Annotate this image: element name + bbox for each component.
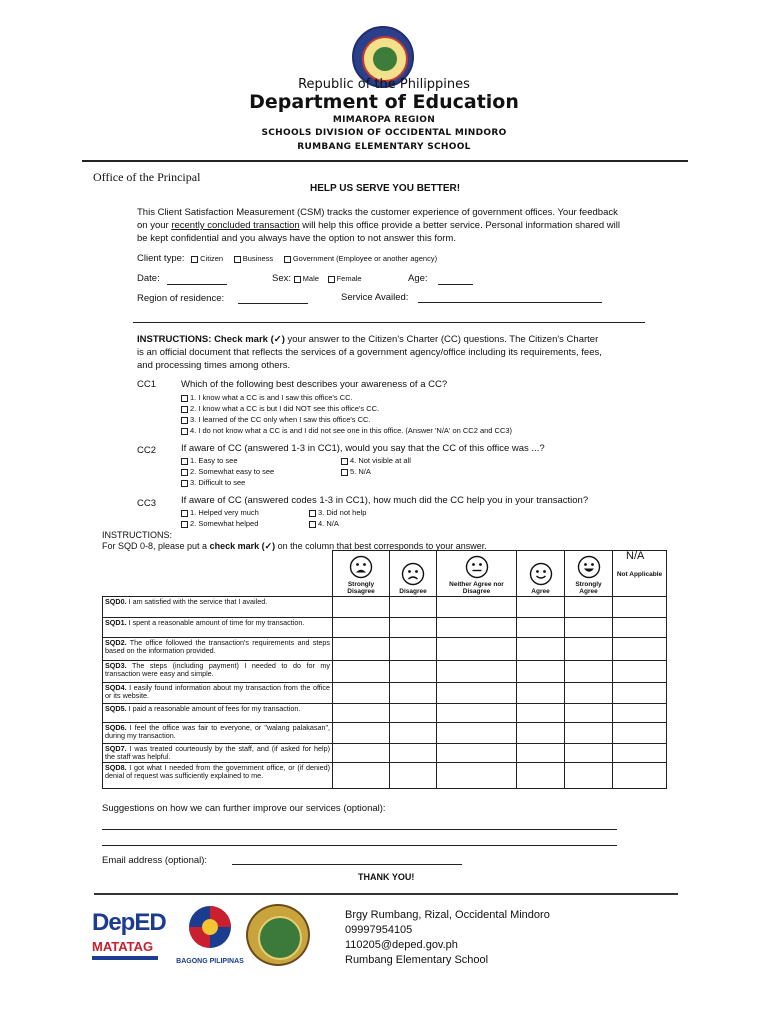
na-header: N/A bbox=[626, 550, 645, 562]
thank-you: THANK YOU! bbox=[358, 872, 415, 882]
sqd-question bbox=[103, 661, 333, 683]
cc3-question: If aware of CC (answered codes 1-3 in CC1), how much did the CC help you in your transaction? bbox=[181, 495, 589, 506]
sqd-answer-cell[interactable] bbox=[613, 763, 667, 789]
service-field[interactable] bbox=[418, 302, 602, 303]
sqd-answer-cell[interactable] bbox=[565, 763, 613, 789]
sqd-answer-cell[interactable] bbox=[517, 661, 565, 683]
checkbox-cc1-4[interactable] bbox=[181, 428, 188, 435]
checkbox-male[interactable] bbox=[294, 276, 301, 283]
age-field[interactable] bbox=[438, 284, 473, 285]
sqd-answer-cell[interactable] bbox=[565, 638, 613, 661]
sqd-answer-cell[interactable] bbox=[390, 763, 437, 789]
sqd-answer-cell[interactable] bbox=[565, 618, 613, 638]
sqd-row bbox=[103, 744, 667, 763]
department-heading: Department of Education bbox=[249, 91, 519, 113]
sqd-answer-cell[interactable] bbox=[613, 618, 667, 638]
deped-matatag-logo: DepED MATATAG bbox=[92, 909, 162, 969]
footer-email: 110205@deped.gov.ph bbox=[345, 939, 458, 951]
checkbox-cc1-2[interactable] bbox=[181, 406, 188, 413]
cc-instructions: INSTRUCTIONS: Check mark (✓) your answer to the Citizen's Charter (CC) questions. The Citizen's Charter is an official document that reflects the services of a government agency/office including its requirements, fees, and processing times among others. bbox=[137, 334, 602, 371]
sqd-answer-cell[interactable] bbox=[390, 744, 437, 763]
sqd-answer-cell[interactable] bbox=[613, 597, 667, 618]
sqd-code: SQD0. bbox=[105, 597, 127, 606]
checkbox-cc1-3[interactable] bbox=[181, 417, 188, 424]
sqd-question bbox=[103, 683, 333, 704]
checkbox-business[interactable] bbox=[234, 256, 241, 263]
col-not-applicable: Not Applicable bbox=[613, 551, 667, 597]
sqd-answer-cell[interactable] bbox=[517, 763, 565, 789]
sqd-code: SQD1. bbox=[105, 618, 127, 627]
sqd-answer-cell[interactable] bbox=[613, 704, 667, 723]
form-title: HELP US SERVE YOU BETTER! bbox=[310, 183, 461, 194]
checkbox-cc2-2[interactable] bbox=[181, 469, 188, 476]
col-neutral: Neither Agree nor Disagree bbox=[437, 551, 517, 597]
sqd-answer-cell[interactable] bbox=[613, 723, 667, 744]
sqd-code: SQD3. bbox=[105, 661, 127, 670]
sqd-row bbox=[103, 723, 667, 744]
footer-phone: 09997954105 bbox=[345, 924, 413, 936]
client-type-row: Client type: Citizen Business Government (Employee or another agency) bbox=[137, 253, 438, 264]
sqd-answer-cell[interactable] bbox=[390, 661, 437, 683]
sqd-answer-cell[interactable] bbox=[390, 704, 437, 723]
sqd-instructions-label: INSTRUCTIONS: bbox=[102, 530, 173, 540]
sqd-answer-cell[interactable] bbox=[437, 597, 517, 618]
sqd-text: I feel the office was fair to everyone, or "walang palakasan", during my transaction. bbox=[105, 723, 330, 740]
email-label: Email address (optional): bbox=[102, 855, 208, 866]
sqd-answer-cell[interactable] bbox=[517, 683, 565, 704]
sqd-answer-cell[interactable] bbox=[333, 638, 390, 661]
sqd-answer-cell[interactable] bbox=[517, 704, 565, 723]
division-heading: SCHOOLS DIVISION OF OCCIDENTAL MINDORO bbox=[261, 128, 507, 138]
sqd-text: I paid a reasonable amount of fees for my transaction. bbox=[126, 704, 301, 713]
sqd-answer-cell[interactable] bbox=[333, 744, 390, 763]
col-agree: Agree bbox=[517, 551, 565, 597]
sqd-text: I got what I needed from the government office, or (if denied) denial of request was sufficiently explained to me. bbox=[105, 763, 330, 780]
col-strongly-disagree: Strongly Disagree bbox=[333, 551, 390, 597]
school-heading: RUMBANG ELEMENTARY SCHOOL bbox=[297, 142, 471, 152]
date-label: Date: bbox=[137, 273, 160, 284]
sqd-question bbox=[103, 618, 333, 638]
cc2-options-left: 1. Easy to see 2. Somewhat easy to see 3. Difficult to see bbox=[181, 455, 274, 488]
sqd-answer-cell[interactable] bbox=[517, 638, 565, 661]
cc3-options-left: 1. Helped very much 2. Somewhat helped bbox=[181, 507, 259, 529]
checkbox-cc3-1[interactable] bbox=[181, 510, 188, 517]
service-label: Service Availed: bbox=[341, 292, 409, 303]
sqd-answer-cell[interactable] bbox=[517, 597, 565, 618]
sqd-row bbox=[103, 597, 667, 618]
table-corner bbox=[103, 551, 333, 597]
cc1-label: CC1 bbox=[137, 379, 157, 390]
office-label: Office of the Principal bbox=[93, 170, 201, 184]
school-seal-logo bbox=[246, 904, 310, 966]
cc3-options-right: 3. Did not help 4. N/A bbox=[309, 507, 366, 529]
sex-row: Sex: Male Female bbox=[272, 273, 362, 284]
form-intro: This Client Satisfaction Measurement (CSM) tracks the customer experience of government offices. Your feedback on your recently concluded transaction will help this office provide a better service. Personal information shared will be kept confidential and you always have the option to not answer this form. bbox=[137, 207, 620, 244]
sqd-text: The steps (including payment) I needed to do for my transaction were easy and simple. bbox=[105, 661, 330, 678]
sqd-answer-cell[interactable] bbox=[333, 723, 390, 744]
sqd-answer-cell[interactable] bbox=[333, 704, 390, 723]
sqd-answer-cell[interactable] bbox=[517, 723, 565, 744]
sqd-answer-cell[interactable] bbox=[613, 683, 667, 704]
sqd-text: The office followed the transaction's requirements and steps based on the information provided. bbox=[105, 638, 330, 655]
sqd-answer-cell[interactable] bbox=[333, 618, 390, 638]
sad-face-icon bbox=[401, 562, 425, 586]
bagong-pilipinas-emblem-icon bbox=[176, 903, 244, 951]
section-divider bbox=[133, 322, 645, 323]
sqd-code: SQD2. bbox=[105, 638, 127, 647]
smile-face-icon bbox=[529, 562, 553, 586]
sqd-text: I spent a reasonable amount of time for my transaction. bbox=[126, 618, 305, 627]
footer-school: Rumbang Elementary School bbox=[345, 954, 489, 966]
sqd-question bbox=[103, 744, 333, 763]
sqd-answer-cell[interactable] bbox=[437, 638, 517, 661]
checkbox-government[interactable] bbox=[284, 256, 291, 263]
sqd-answer-cell[interactable] bbox=[333, 763, 390, 789]
sqd-row bbox=[103, 661, 667, 683]
neutral-face-icon bbox=[465, 555, 489, 579]
suggestions-label: Suggestions on how we can further improve our services (optional): bbox=[102, 803, 386, 814]
sqd-answer-cell[interactable] bbox=[333, 683, 390, 704]
sqd-row bbox=[103, 683, 667, 704]
cc3-label: CC3 bbox=[137, 498, 157, 509]
suggestions-line-2[interactable] bbox=[102, 845, 617, 846]
sqd-rows bbox=[103, 597, 667, 789]
cc2-options-right: 4. Not visible at all 5. N/A bbox=[341, 455, 411, 477]
sqd-row bbox=[103, 763, 667, 789]
sqd-answer-cell[interactable] bbox=[517, 744, 565, 763]
sqd-answer-cell[interactable] bbox=[613, 661, 667, 683]
region-heading: MIMAROPA REGION bbox=[332, 115, 436, 125]
sqd-text: I easily found information about my transaction from the office or its website. bbox=[105, 683, 330, 700]
sqd-row bbox=[103, 618, 667, 638]
sqd-answer-cell[interactable] bbox=[565, 597, 613, 618]
sqd-answer-cell[interactable] bbox=[565, 683, 613, 704]
sqd-answer-cell[interactable] bbox=[333, 661, 390, 683]
sqd-answer-cell[interactable] bbox=[437, 683, 517, 704]
very-sad-face-icon bbox=[349, 555, 373, 579]
sqd-code: SQD6. bbox=[105, 723, 127, 732]
sqd-answer-cell[interactable] bbox=[437, 744, 517, 763]
republic-heading: Republic of the Philippines bbox=[298, 77, 470, 92]
sqd-table bbox=[102, 550, 667, 789]
footer-divider bbox=[94, 893, 678, 895]
sqd-answer-cell[interactable] bbox=[565, 704, 613, 723]
footer-contact bbox=[345, 908, 550, 968]
sqd-answer-cell[interactable] bbox=[437, 723, 517, 744]
footer-address: Brgy Rumbang, Rizal, Occidental Mindoro bbox=[345, 909, 550, 921]
sqd-answer-cell[interactable] bbox=[390, 683, 437, 704]
checkbox-cc2-1[interactable] bbox=[181, 458, 188, 465]
sqd-answer-cell[interactable] bbox=[390, 638, 437, 661]
date-field[interactable] bbox=[167, 284, 227, 285]
sqd-answer-cell[interactable] bbox=[437, 618, 517, 638]
sqd-answer-cell[interactable] bbox=[565, 661, 613, 683]
checkbox-female[interactable] bbox=[328, 276, 335, 283]
sqd-answer-cell[interactable] bbox=[437, 704, 517, 723]
cc2-label: CC2 bbox=[137, 445, 157, 456]
checkbox-cc2-4[interactable] bbox=[341, 458, 348, 465]
bagong-pilipinas-logo: BAGONG PILIPINAS bbox=[176, 903, 244, 963]
header-divider bbox=[82, 160, 688, 162]
region-field[interactable] bbox=[238, 303, 308, 304]
sqd-question bbox=[103, 597, 333, 618]
sqd-answer-cell[interactable] bbox=[613, 638, 667, 661]
sqd-code: SQD4. bbox=[105, 683, 127, 692]
sqd-code: SQD8. bbox=[105, 763, 127, 772]
sqd-question bbox=[103, 763, 333, 789]
sqd-row bbox=[103, 704, 667, 723]
sqd-answer-cell[interactable] bbox=[517, 618, 565, 638]
checkbox-cc3-3[interactable] bbox=[309, 510, 316, 517]
cc2-question: If aware of CC (answered 1-3 in CC1), would you say that the CC of this office was ...? bbox=[181, 443, 545, 454]
col-strongly-agree: Strongly Agree bbox=[565, 551, 613, 597]
cc1-options: 1. I know what a CC is and I saw this office's CC. 2. I know what a CC is but I did NOT see this office's CC. 3. I learned of the CC only when I saw this office's CC. 4. I do not know what a CC is and I did not see one in this office. (Answer 'N/A' on CC2 and CC3) bbox=[181, 392, 512, 436]
sqd-question bbox=[103, 638, 333, 661]
checkbox-cc2-5[interactable] bbox=[341, 469, 348, 476]
sqd-answer-cell[interactable] bbox=[333, 597, 390, 618]
cc1-question: Which of the following best describes your awareness of a CC? bbox=[181, 379, 448, 390]
sqd-code: SQD7. bbox=[105, 744, 127, 753]
sqd-instructions: For SQD 0-8, please put a check mark (✓) on the column that best corresponds to your answer. bbox=[102, 541, 487, 551]
sqd-question bbox=[103, 723, 333, 744]
region-label: Region of residence: bbox=[137, 293, 225, 304]
sqd-text: I am satisfied with the service that I availed. bbox=[126, 597, 268, 606]
sqd-question bbox=[103, 704, 333, 723]
sqd-answer-cell[interactable] bbox=[390, 597, 437, 618]
email-field[interactable] bbox=[232, 864, 462, 865]
suggestions-line-1[interactable] bbox=[102, 829, 617, 830]
checkbox-cc1-1[interactable] bbox=[181, 395, 188, 402]
sqd-answer-cell[interactable] bbox=[390, 618, 437, 638]
checkbox-cc3-4[interactable] bbox=[309, 521, 316, 528]
big-smile-face-icon bbox=[577, 555, 601, 579]
checkbox-cc3-2[interactable] bbox=[181, 521, 188, 528]
sqd-text: I was treated courteously by the staff, and (if asked for help) the staff was helpful. bbox=[105, 744, 330, 761]
sqd-row bbox=[103, 638, 667, 661]
sqd-answer-cell[interactable] bbox=[565, 723, 613, 744]
sqd-code: SQD5. bbox=[105, 704, 127, 713]
sqd-answer-cell[interactable] bbox=[437, 661, 517, 683]
sqd-answer-cell[interactable] bbox=[390, 723, 437, 744]
sqd-answer-cell[interactable] bbox=[565, 744, 613, 763]
col-disagree: Disagree bbox=[390, 551, 437, 597]
sqd-answer-cell[interactable] bbox=[437, 763, 517, 789]
age-label: Age: bbox=[408, 273, 428, 284]
checkbox-cc2-3[interactable] bbox=[181, 480, 188, 487]
sqd-answer-cell[interactable] bbox=[613, 744, 667, 763]
checkbox-citizen[interactable] bbox=[191, 256, 198, 263]
